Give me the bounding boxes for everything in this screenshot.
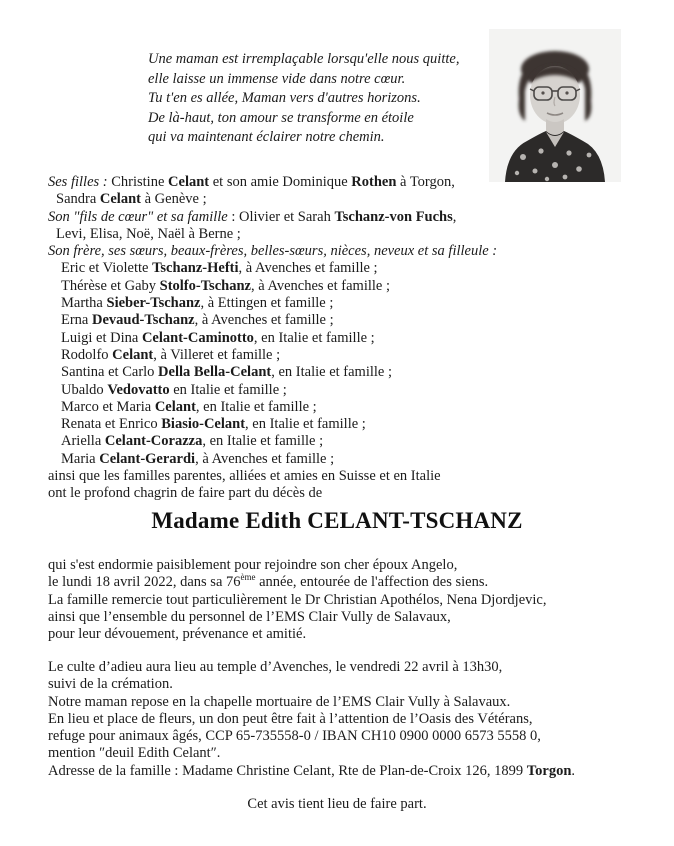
text-segment: qui va maintenant éclairer notre chemin. [148, 129, 385, 146]
text-line [48, 485, 660, 502]
text-line [148, 128, 459, 148]
text-segment: , à Ettingen et famille ; [200, 295, 334, 312]
text-segment: Celant [168, 174, 210, 190]
text-segment: Celant-Corazza [104, 433, 203, 450]
text-segment: à Torgon, [396, 174, 455, 190]
text-segment: ainsi que l’ensemble du personnel de l’EMS Clair Vully de Salavaux, [48, 608, 451, 625]
text-line [48, 260, 660, 277]
text-segment: Sandra [56, 191, 100, 208]
text-line [48, 574, 660, 591]
text-segment: Celant [99, 191, 141, 208]
text-line [48, 711, 660, 728]
ceremony-paragraph [48, 659, 660, 780]
text-segment: Martha [61, 295, 107, 312]
text-line [48, 278, 660, 295]
text-line [148, 50, 459, 70]
announcement-paragraph [48, 557, 660, 643]
family-list [48, 174, 660, 503]
text-segment: Rodolfo [61, 346, 113, 363]
text-segment: , en Italie et famille ; [271, 364, 392, 381]
text-segment: Della Bella-Celant [158, 364, 272, 381]
text-segment: Vedovatto [107, 381, 170, 398]
text-segment: De là-haut, ton amour se transforme en étoile [148, 109, 414, 126]
text-segment: elle laisse un immense vide dans notre cœur. [148, 70, 406, 87]
memorial-poem [148, 50, 459, 148]
text-segment: , à Avenches et famille ; [194, 312, 334, 329]
text-segment: Ses filles : [48, 174, 112, 190]
text-segment: année, entourée de l'affection des siens. [255, 574, 489, 591]
text-segment: , en Italie et famille ; [202, 433, 324, 450]
text-line [48, 763, 660, 780]
text-segment: Renata et Enrico [61, 416, 162, 433]
portrait-photo [489, 29, 621, 182]
text-line [48, 295, 660, 312]
text-segment: , à Villeret et famille ; [153, 346, 281, 363]
text-segment: Devaud-Tschanz [92, 312, 195, 329]
text-segment: La famille remercie tout particulièrement le Dr Christian Apothélos, Nena Djordjevic, [48, 591, 547, 608]
text-line [48, 416, 660, 433]
text-segment: Erna [61, 312, 92, 329]
text-segment: Stolfo-Tschanz [159, 277, 251, 294]
text-segment: , à Avenches et famille ; [250, 277, 390, 294]
text-segment: le lundi 18 avril 2022, dans sa 76 [48, 574, 241, 591]
text-line [48, 226, 660, 243]
text-line [48, 433, 660, 450]
text-segment: refuge pour animaux âgés, CCP 65-735558-0 / IBAN CH10 0900 0000 6573 5558 0, [48, 728, 541, 745]
text-segment: Adresse de la famille : Madame Christine Celant, Rte de Plan-de-Croix 126, 1899 [48, 762, 527, 779]
text-segment: Thérèse et Gaby [61, 277, 160, 294]
text-line [48, 557, 660, 574]
text-line [148, 109, 459, 129]
text-segment: pour leur dévouement, prévenance et amitié. [48, 626, 307, 643]
text-line [48, 451, 660, 468]
text-segment: En lieu et place de fleurs, un don peut être fait à l’attention de l’Oasis des Vétérans, [48, 710, 533, 727]
text-line [48, 676, 660, 693]
text-segment: et son amie Dominique [209, 174, 352, 190]
text-segment: Rothen [351, 174, 397, 190]
closing-line: Cet avis tient lieu de faire part. [247, 796, 427, 812]
text-line [48, 364, 660, 381]
text-segment: ainsi que les familles parentes, alliées et amies en Suisse et en Italie [48, 468, 441, 485]
text-segment: : Olivier et Sarah [227, 208, 335, 225]
text-line [48, 609, 660, 626]
text-segment: , [452, 208, 457, 225]
text-segment: Marco et Maria [61, 398, 155, 415]
text-line [48, 174, 660, 191]
text-line [48, 347, 660, 364]
text-segment: suivi de la crémation. [48, 676, 173, 693]
text-segment: , en Italie et famille ; [253, 329, 375, 346]
text-segment: , en Italie et famille ; [195, 398, 317, 415]
text-segment: Torgon [526, 762, 572, 779]
text-segment: Maria [61, 450, 100, 467]
text-segment: Celant-Gerardi [99, 450, 196, 467]
text-segment: à Genève ; [140, 191, 207, 208]
text-segment: Levi, Elisa, Noë, Naël à Berne ; [56, 225, 241, 242]
text-segment: Son "fils de cœur" et sa famille [48, 208, 228, 225]
text-segment: Celant-Caminotto [141, 329, 254, 346]
text-segment: Santina et Carlo [61, 364, 159, 381]
text-segment: Luigi et Dina [61, 329, 142, 346]
text-segment: en Italie et famille ; [169, 381, 287, 398]
text-line [48, 745, 660, 762]
text-line [48, 694, 660, 711]
text-line [48, 191, 660, 208]
text-segment: Sieber-Tschanz [106, 295, 201, 312]
text-segment: . [571, 762, 576, 779]
text-line [48, 399, 660, 416]
text-line [48, 382, 660, 399]
text-segment: Ubaldo [61, 381, 108, 398]
text-segment: Une maman est irremplaçable lorsqu'elle nous quitte, [148, 51, 460, 67]
text-line [48, 592, 660, 609]
text-segment: Tschanz-von Fuchs [334, 208, 453, 225]
text-line [48, 209, 660, 226]
text-segment: ont le profond chagrin de faire part du décès de [48, 485, 323, 502]
text-segment: , en Italie et famille ; [245, 416, 366, 433]
text-line [48, 330, 660, 347]
text-segment: Christine [111, 174, 169, 190]
text-segment: Ariella [61, 433, 105, 450]
text-segment: Biasio-Celant [161, 416, 246, 433]
text-line [148, 89, 459, 109]
text-segment: Eric et Violette [61, 260, 153, 277]
text-segment: Son frère, ses sœurs, beaux-frères, belles-sœurs, nièces, neveux et sa filleule : [48, 243, 498, 260]
text-segment: mention ″deuil Edith Celant″. [48, 745, 221, 762]
text-line [48, 312, 660, 329]
portrait-photo-graphic [489, 29, 621, 182]
deceased-name-title: Madame Edith CELANT-TSCHANZ [151, 508, 523, 533]
text-segment: , à Avenches et famille ; [238, 260, 378, 277]
text-line [48, 659, 660, 676]
text-segment: Celant [154, 398, 196, 415]
text-line [48, 468, 660, 485]
text-segment: Tu t'en es allée, Maman vers d'autres horizons. [148, 90, 421, 107]
text-segment: ème [240, 572, 256, 583]
text-segment: , à Avenches et famille ; [195, 450, 335, 467]
text-line [48, 626, 660, 643]
text-segment: Le culte d’adieu aura lieu au temple d’Avenches, le vendredi 22 avril à 13h30, [48, 659, 503, 675]
text-segment: Notre maman repose en la chapelle mortuaire de l’EMS Clair Vully à Salavaux. [48, 693, 511, 710]
text-line [48, 243, 660, 260]
text-segment: Celant [112, 346, 154, 363]
text-line [48, 728, 660, 745]
text-segment: Tschanz-Hefti [152, 260, 239, 277]
text-line [148, 70, 459, 90]
text-segment: qui s'est endormie paisiblement pour rejoindre son cher époux Angelo, [48, 557, 458, 573]
